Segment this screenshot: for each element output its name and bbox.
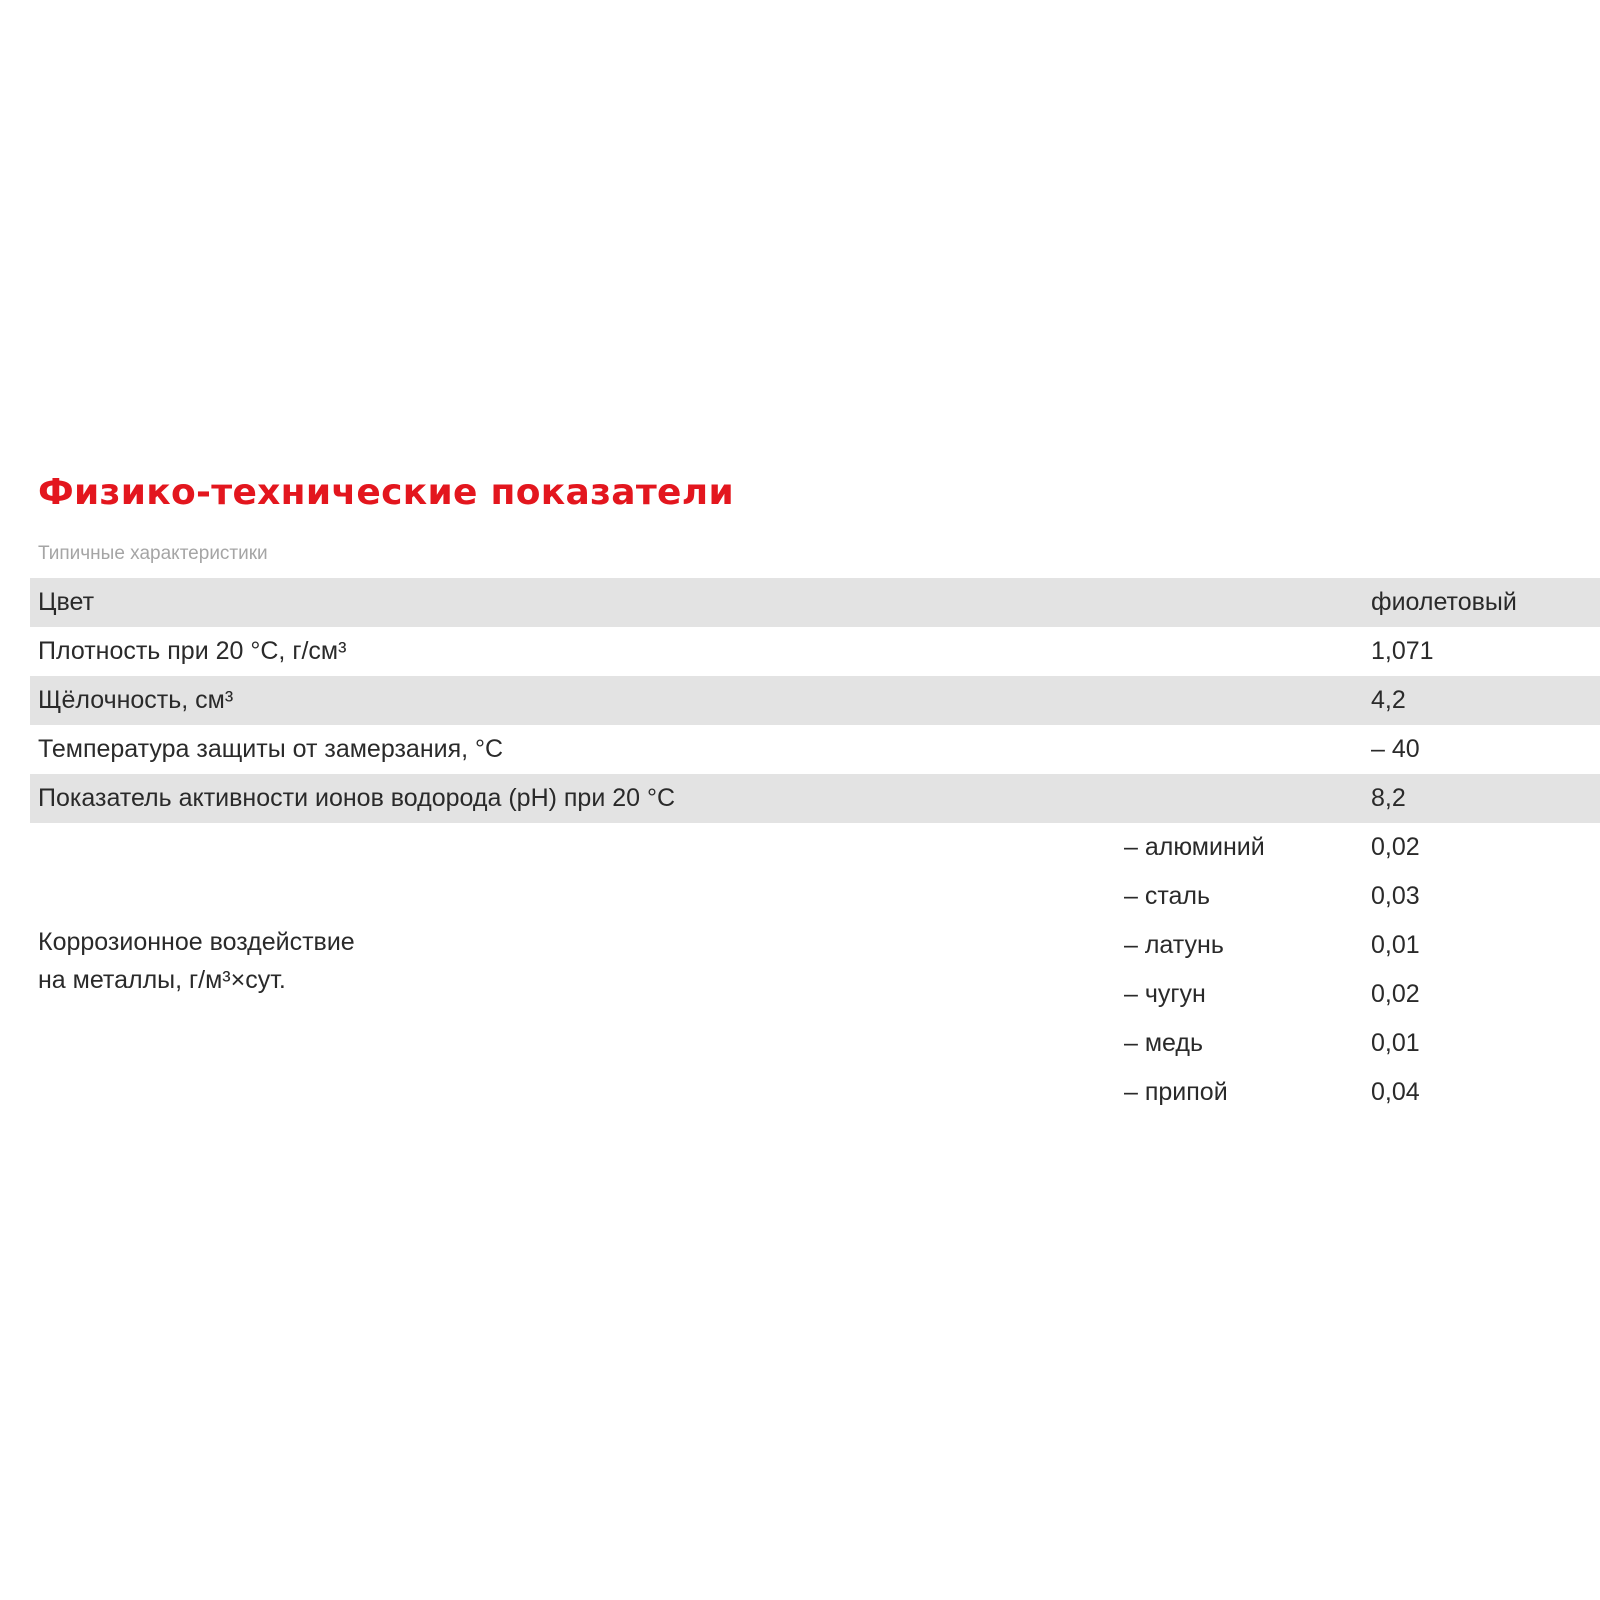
- table-row: [30, 676, 1600, 725]
- metal-name: – алюминий: [1124, 833, 1265, 861]
- corrosion-label-line2: на металлы, г/м³×сут.: [38, 966, 286, 994]
- metal-row: [30, 823, 1600, 872]
- metal-name: – медь: [1124, 1029, 1204, 1057]
- metal-value: 0,02: [1371, 980, 1420, 1008]
- metal-row: [30, 872, 1600, 921]
- section-title: Физико-технические показатели: [38, 472, 734, 513]
- row-value: 8,2: [1371, 784, 1406, 812]
- metal-value: 0,01: [1371, 931, 1420, 959]
- metal-value: 0,01: [1371, 1029, 1420, 1057]
- row-value: фиолетовый: [1371, 588, 1517, 616]
- table-row: [30, 627, 1600, 676]
- metal-row: [30, 970, 1600, 1019]
- row-label: Щёлочность, см³: [38, 686, 234, 714]
- row-label: Цвет: [38, 588, 95, 616]
- corrosion-label-line1: Коррозионное воздействие: [38, 928, 355, 956]
- table-row: [30, 578, 1600, 627]
- row-label: Показатель активности ионов водорода (рН) при 20 °С: [38, 784, 676, 812]
- row-value: 4,2: [1371, 686, 1406, 714]
- metal-name: – чугун: [1124, 980, 1206, 1008]
- metal-row: [30, 921, 1600, 970]
- metal-row: [30, 1068, 1600, 1117]
- section-subtitle: Типичные характеристики: [38, 543, 268, 564]
- row-label: Температура защиты от замерзания, °С: [38, 735, 504, 763]
- metal-value: 0,04: [1371, 1078, 1420, 1106]
- metal-value: 0,03: [1371, 882, 1420, 910]
- corrosion-section: [30, 823, 1600, 1117]
- metal-name: – латунь: [1124, 931, 1224, 959]
- table-row: [30, 725, 1600, 774]
- spec-table: [30, 578, 1600, 1117]
- metal-value: 0,02: [1371, 833, 1420, 861]
- metal-name: – припой: [1124, 1078, 1228, 1106]
- row-value: 1,071: [1371, 637, 1434, 665]
- row-value: – 40: [1371, 735, 1420, 763]
- row-label: Плотность при 20 °С, г/см³: [38, 637, 347, 665]
- table-row: [30, 774, 1600, 823]
- metal-row: [30, 1019, 1600, 1068]
- metal-name: – сталь: [1124, 882, 1211, 910]
